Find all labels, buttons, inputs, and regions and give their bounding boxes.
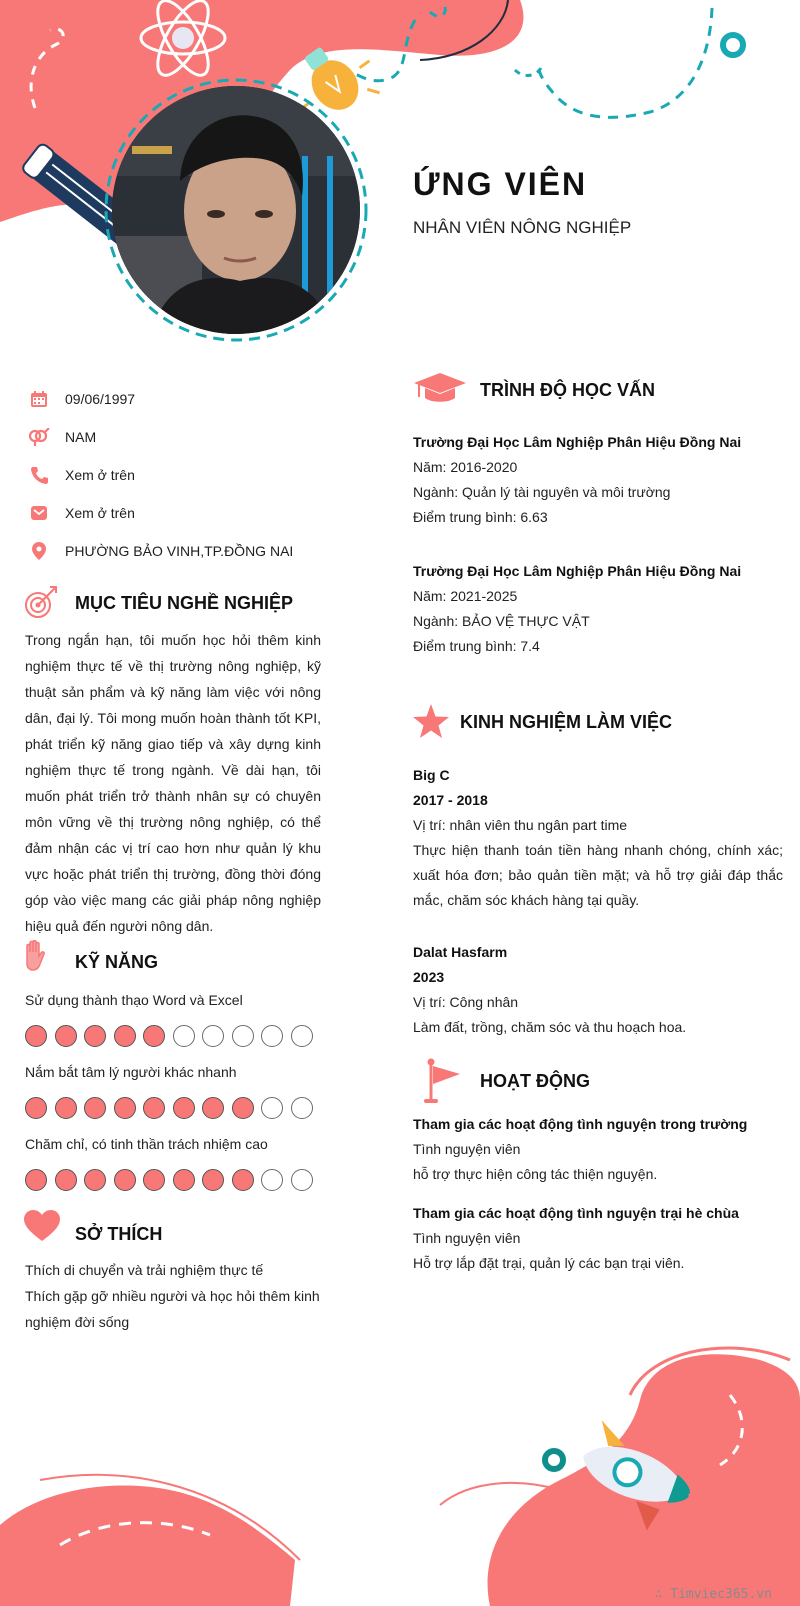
rating-dot-filled: [114, 1025, 136, 1047]
education-item: [413, 430, 783, 530]
skill-rating: [25, 1097, 320, 1119]
rating-dot-filled: [173, 1169, 195, 1191]
experience-desc: Làm đất, trồng, chăm sóc và thu hoạch hoa.: [413, 1019, 687, 1035]
candidate-position: NHÂN VIÊN NÔNG NGHIỆP: [413, 218, 632, 237]
objective-title: MỤC TIÊU NGHỀ NGHIỆP: [75, 593, 294, 613]
info-email: [28, 494, 348, 532]
calendar-icon: [28, 388, 50, 410]
rating-dot-filled: [143, 1097, 165, 1119]
rating-dot-filled: [84, 1169, 106, 1191]
candidate-name: ỨNG VIÊN: [413, 166, 588, 202]
skill-rating: [25, 1025, 320, 1047]
activity-item: [413, 1201, 783, 1276]
hobby-item: Thích gặp gỡ nhiều người và học hỏi thêm kinh nghiệm đời sống: [25, 1288, 320, 1330]
experience-period: 2023: [413, 969, 445, 985]
activities-title: HOẠT ĐỘNG: [480, 1071, 590, 1091]
experience-role: Vị trí: nhân viên thu ngân part time: [413, 817, 628, 833]
address-value: PHƯỜNG BẢO VINH,TP.ĐỒNG NAI: [65, 543, 294, 559]
info-gender: [28, 418, 348, 456]
activity-name: Tham gia các hoạt động tình nguyện trong trường: [413, 1116, 748, 1132]
education-title: TRÌNH ĐỘ HỌC VẤN: [480, 380, 655, 400]
phone-icon: [28, 464, 50, 486]
skill-label: Chăm chỉ, có tinh thần trách nhiệm cao: [25, 1136, 268, 1152]
education-years: Năm: 2016-2020: [413, 459, 518, 475]
hand-icon: [24, 940, 48, 972]
rating-dot-filled: [202, 1097, 224, 1119]
rating-dot-empty: [173, 1025, 195, 1047]
activity-role: Tình nguyện viên: [413, 1230, 521, 1246]
education-major: Ngành: BẢO VỆ THỰC VẬT: [413, 613, 590, 629]
email-icon: [28, 502, 50, 524]
rating-dot-empty: [291, 1025, 313, 1047]
info-address: [28, 532, 348, 570]
experience-role: Vị trí: Công nhân: [413, 994, 519, 1010]
rating-dot-empty: [232, 1025, 254, 1047]
rating-dot-filled: [114, 1097, 136, 1119]
rating-dot-filled: [25, 1025, 47, 1047]
heart-icon: [24, 1210, 60, 1242]
info-phone: [28, 456, 348, 494]
rating-dot-empty: [291, 1169, 313, 1191]
rating-dot-filled: [114, 1169, 136, 1191]
activity-desc: hỗ trợ thực hiện công tác thiện nguyện.: [413, 1166, 658, 1182]
skill-label: Nắm bắt tâm lý người khác nhanh: [25, 1064, 237, 1080]
avatar: [112, 86, 360, 334]
education-gpa: Điểm trung bình: 6.63: [413, 509, 548, 525]
experience-period: 2017 - 2018: [413, 792, 488, 808]
education-school: Trường Đại Học Lâm Nghiệp Phân Hiệu Đồng Nai: [413, 563, 742, 579]
rating-dot-filled: [25, 1097, 47, 1119]
experience-company: Dalat Hasfarm: [413, 944, 508, 960]
objective-text: Trong ngắn hạn, tôi muốn học hỏi thêm kinh nghiệm thực tế về thị trường nông nghiệp, kỹ thuật sản phẩm và kỹ năng làm việc với nông dân, đại lý. Tôi mong muốn hoàn thành tốt KPI, phát triển kỹ năng giao tiếp và xây dựng kinh nghiệm thực tế trong ngành. Về dài hạn, tôi muốn phát triển trở thành nhân sự có chuyên môn vững về thị trường nông nghiệp, có thể đảm nhận các vị trí cao hơn như quản lý khu vực hoặc phát triển thị trường, đồng thời đóng góp vào việc mang các giải pháp nông nghiệp hiệu quả đến người nông dân.: [25, 632, 321, 934]
rating-dot-filled: [202, 1169, 224, 1191]
phone-value: Xem ở trên: [65, 467, 135, 483]
rating-dot-filled: [25, 1169, 47, 1191]
skills-title: KỸ NĂNG: [75, 952, 159, 972]
rating-dot-empty: [261, 1097, 283, 1119]
email-value: Xem ở trên: [65, 505, 135, 521]
activity-item: [413, 1112, 783, 1187]
star-icon: [413, 704, 449, 738]
rating-dot-empty: [261, 1025, 283, 1047]
education-gpa: Điểm trung bình: 7.4: [413, 638, 540, 654]
info-birthday: [28, 380, 348, 418]
gender-icon: [28, 426, 50, 448]
rating-dot-filled: [84, 1097, 106, 1119]
activity-desc: Hỗ trợ lắp đặt trại, quản lý các bạn trại viên.: [413, 1255, 685, 1271]
rating-dot-filled: [173, 1097, 195, 1119]
birthday-value: 09/06/1997: [65, 391, 136, 407]
hobbies-title: SỞ THÍCH: [75, 1224, 163, 1244]
watermark: ∴ Timviec365.vn: [654, 1587, 772, 1602]
gender-value: NAM: [65, 429, 97, 445]
graduation-cap-icon: [413, 371, 467, 405]
rating-dot-filled: [55, 1169, 77, 1191]
education-major: Ngành: Quản lý tài nguyên và môi trường: [413, 484, 671, 500]
activity-name: Tham gia các hoạt động tình nguyện trại hè chùa: [413, 1205, 739, 1221]
contact-info: [28, 380, 348, 570]
hobbies-list: [25, 1257, 321, 1335]
rating-dot-filled: [232, 1169, 254, 1191]
skill-rating: [25, 1169, 320, 1191]
rating-dot-empty: [291, 1097, 313, 1119]
target-icon: [24, 585, 58, 619]
experience-item: [413, 763, 783, 913]
rating-dot-empty: [261, 1169, 283, 1191]
rating-dot-filled: [55, 1025, 77, 1047]
experience-company: Big C: [413, 767, 450, 783]
rating-dot-empty: [202, 1025, 224, 1047]
rating-dot-filled: [84, 1025, 106, 1047]
experience-item: [413, 940, 783, 1040]
portrait-photo: [112, 86, 360, 334]
rating-dot-filled: [143, 1169, 165, 1191]
education-school: Trường Đại Học Lâm Nghiệp Phân Hiệu Đồng Nai: [413, 434, 742, 450]
rating-dot-filled: [55, 1097, 77, 1119]
hobby-item: Thích di chuyển và trải nghiệm thực tế: [25, 1262, 264, 1278]
experience-title: KINH NGHIỆM LÀM VIỆC: [460, 712, 673, 732]
activity-role: Tình nguyện viên: [413, 1141, 521, 1157]
skill-label: Sử dụng thành thạo Word và Excel: [25, 992, 243, 1008]
rating-dot-filled: [232, 1097, 254, 1119]
rating-dot-filled: [143, 1025, 165, 1047]
location-icon: [28, 540, 50, 562]
experience-desc: Thực hiện thanh toán tiền hàng nhanh chóng, chính xác; xuất hóa đơn; bảo quản tiền mặt; và hỗ trợ giải đáp thắc mắc, chăm sóc khách hàng tại quầy.: [413, 842, 783, 908]
education-item: [413, 559, 783, 659]
education-years: Năm: 2021-2025: [413, 588, 518, 604]
flag-icon: [420, 1058, 462, 1104]
